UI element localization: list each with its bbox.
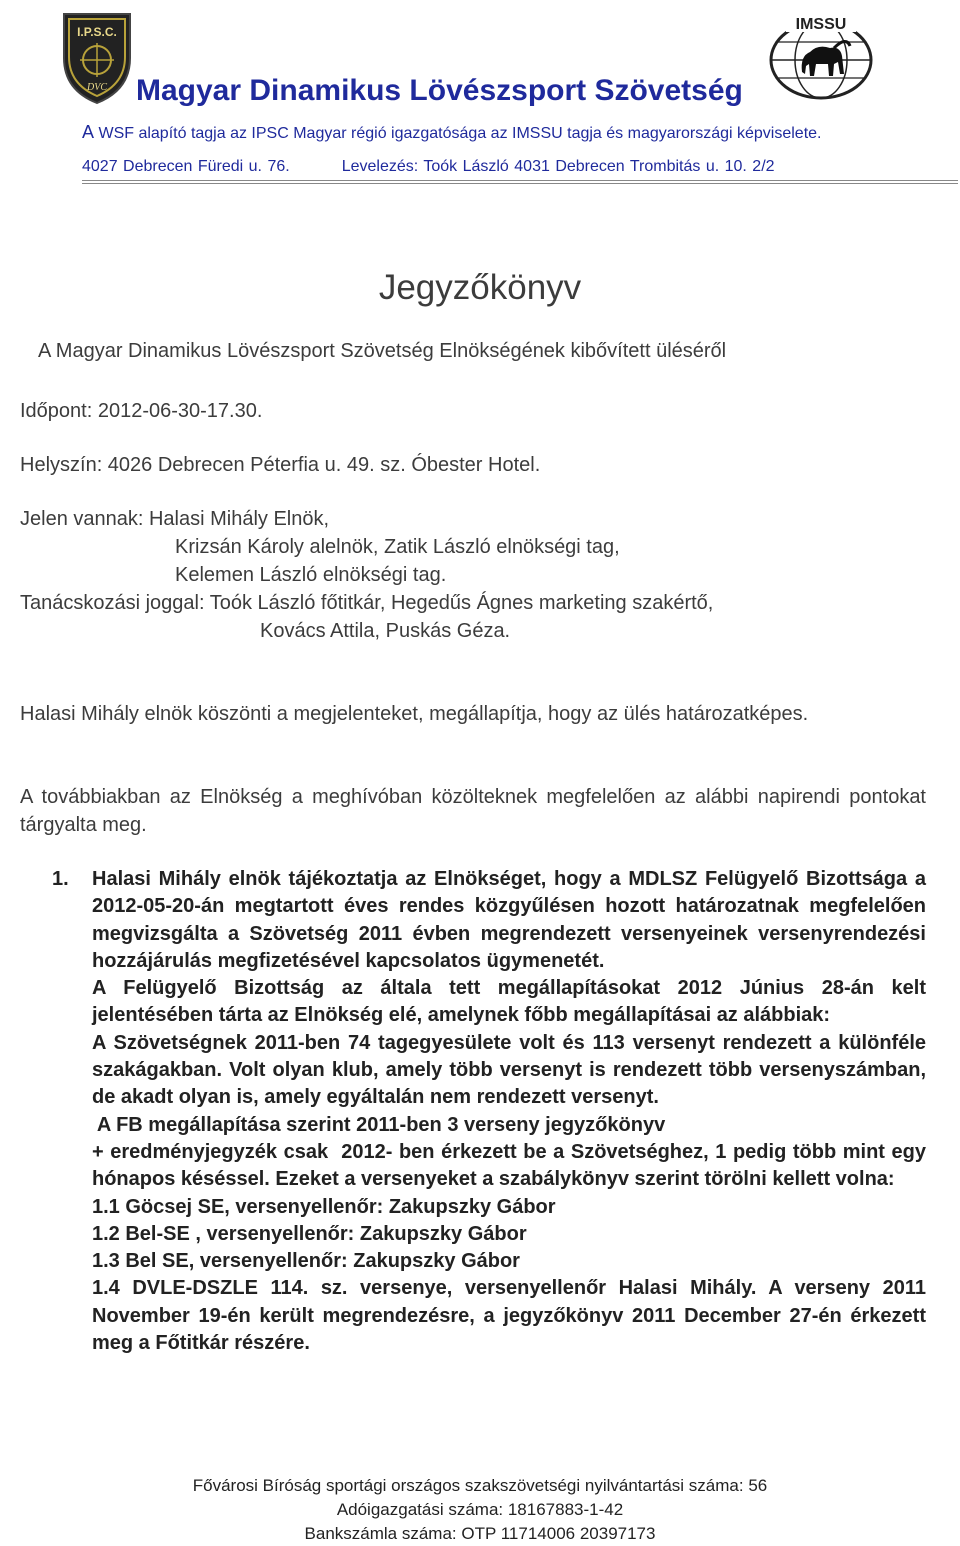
- attendees-line-2: Krizsán Károly alelnök, Zatik László elnökségi tag,: [175, 536, 620, 558]
- org-address: 4027 Debrecen Füredi u. 76.: [82, 158, 290, 175]
- advisory-line-1: Tanácskozási joggal: Toók László főtitkár, Hegedűs Ágnes marketing szakértő,: [20, 592, 714, 614]
- sub-item-1-2: 1.2 Bel-SE , versenyellenőr: Zakupszky Gábor: [92, 1222, 527, 1245]
- footer-bank-account: Bankszámla száma: OTP 11714006 20397173: [304, 1524, 656, 1543]
- imssu-logo: [764, 12, 878, 102]
- agenda-item-1: [52, 866, 932, 1357]
- agenda-item-paragraph-5: + eredményjegyzék csak 2012- ben érkezett be a Szövetséghez, 1 pedig több mint egy hónapos késéssel. Ezeket a versenyeket a szabálykönyv szerint törölni kellett volna:: [92, 1140, 932, 1191]
- document-subtitle: A Magyar Dinamikus Lövészsport Szövetség Elnökségének kibővített üléséről: [38, 340, 727, 362]
- opening-paragraph: Halasi Mihály elnök köszönti a megjelenteket, megállapítja, hogy az ülés határozatképes.: [20, 703, 809, 725]
- svg-text:DVC: DVC: [87, 82, 107, 93]
- org-address-line: [82, 158, 775, 176]
- sub-item-1-4: 1.4 DVLE-DSZLE 114. sz. versenye, versenyellenőr Halasi Mihály. A verseny 2011 November 19-én került megrendezésre, a jegyzőkönyv 2011 December 27-én érkezett meg a Főtitkár részére.: [92, 1277, 926, 1355]
- sub-item-1-3: 1.3 Bel SE, versenyellenőr: Zakupszky Gábor: [92, 1250, 520, 1273]
- advisory-line-2: Kovács Attila, Puskás Géza.: [260, 620, 511, 642]
- agenda-item-paragraph-2: A Felügyelő Bizottság az általa tett megállapításokat 2012 Június 28-án kelt jelentésében tárta az Elnökség elé, amelynek főbb megállapításai az alábbiak:: [92, 977, 926, 1027]
- meeting-time: Időpont: 2012-06-30-17.30.: [20, 400, 263, 422]
- header-divider: [82, 180, 958, 181]
- document-title: Jegyzőkönyv: [378, 268, 582, 307]
- attendees-line-3: Kelemen László elnökségi tag.: [175, 564, 447, 586]
- meeting-place: Helyszín: 4026 Debrecen Péterfia u. 49. sz. Óbester Hotel.: [20, 454, 541, 476]
- sub-item-1-1: 1.1 Göcsej SE, versenyellenőr: Zakupszky Gábor: [92, 1195, 556, 1218]
- ipsc-logo-text: I.P.S.C.: [77, 25, 117, 39]
- footer-registry: Fővárosi Bíróság sportági országos szakszövetségi nyilvántartási száma: 56: [192, 1476, 768, 1495]
- agenda-item-number: 1.: [52, 868, 69, 890]
- org-affiliations: A WSF alapító tagja az IPSC Magyar régió igazgatósága az IMSSU tagja és magyarországi képviselete.: [82, 122, 822, 142]
- org-name: Magyar Dinamikus Lövészsport Szövetség: [136, 74, 743, 107]
- ipsc-logo: [60, 10, 134, 106]
- footer-tax-id: Adóigazgatási száma: 18167883-1-42: [336, 1500, 624, 1519]
- imssu-logo-text: IMSSU: [795, 16, 847, 33]
- org-mailing-address: Levelezés: Toók László 4031 Debrecen Trombitás u. 10. 2/2: [341, 158, 775, 175]
- agenda-item-paragraph-1: Halasi Mihály elnök tájékoztatja az Elnökséget, hogy a MDLSZ Felügyelő Bizottsága a 2012-05-20-án megtartott éves rendes közgyűlésen hozott határozatnak megfelelően megvizsgálta a Szövetség 2011 évben megrendezett versenyeinek versenyrendezési hozzájárulás megfizetésével kapcsolatos ügymenetét.: [92, 868, 926, 972]
- agenda-intro-paragraph: A továbbiakban az Elnökség a meghívóban közölteknek megfelelően az alábbi napirendi pontokat tárgyalta meg.: [20, 786, 926, 836]
- agenda-item-paragraph-4: A FB megállapítása szerint 2011-ben 3 verseny jegyzőkönyv: [92, 1113, 666, 1136]
- attendees-line-1: Jelen vannak: Halasi Mihály Elnök,: [20, 508, 330, 530]
- agenda-item-paragraph-3: A Szövetségnek 2011-ben 74 tagegyesülete volt és 113 versenyt rendezett a különféle szakágakban. Volt olyan klub, amely több versenyt is rendezett több versenyszámban, de akadt olyan is, amely egyáltalán nem rendezett versenyt.: [92, 1031, 926, 1109]
- header-divider-2: [82, 183, 958, 184]
